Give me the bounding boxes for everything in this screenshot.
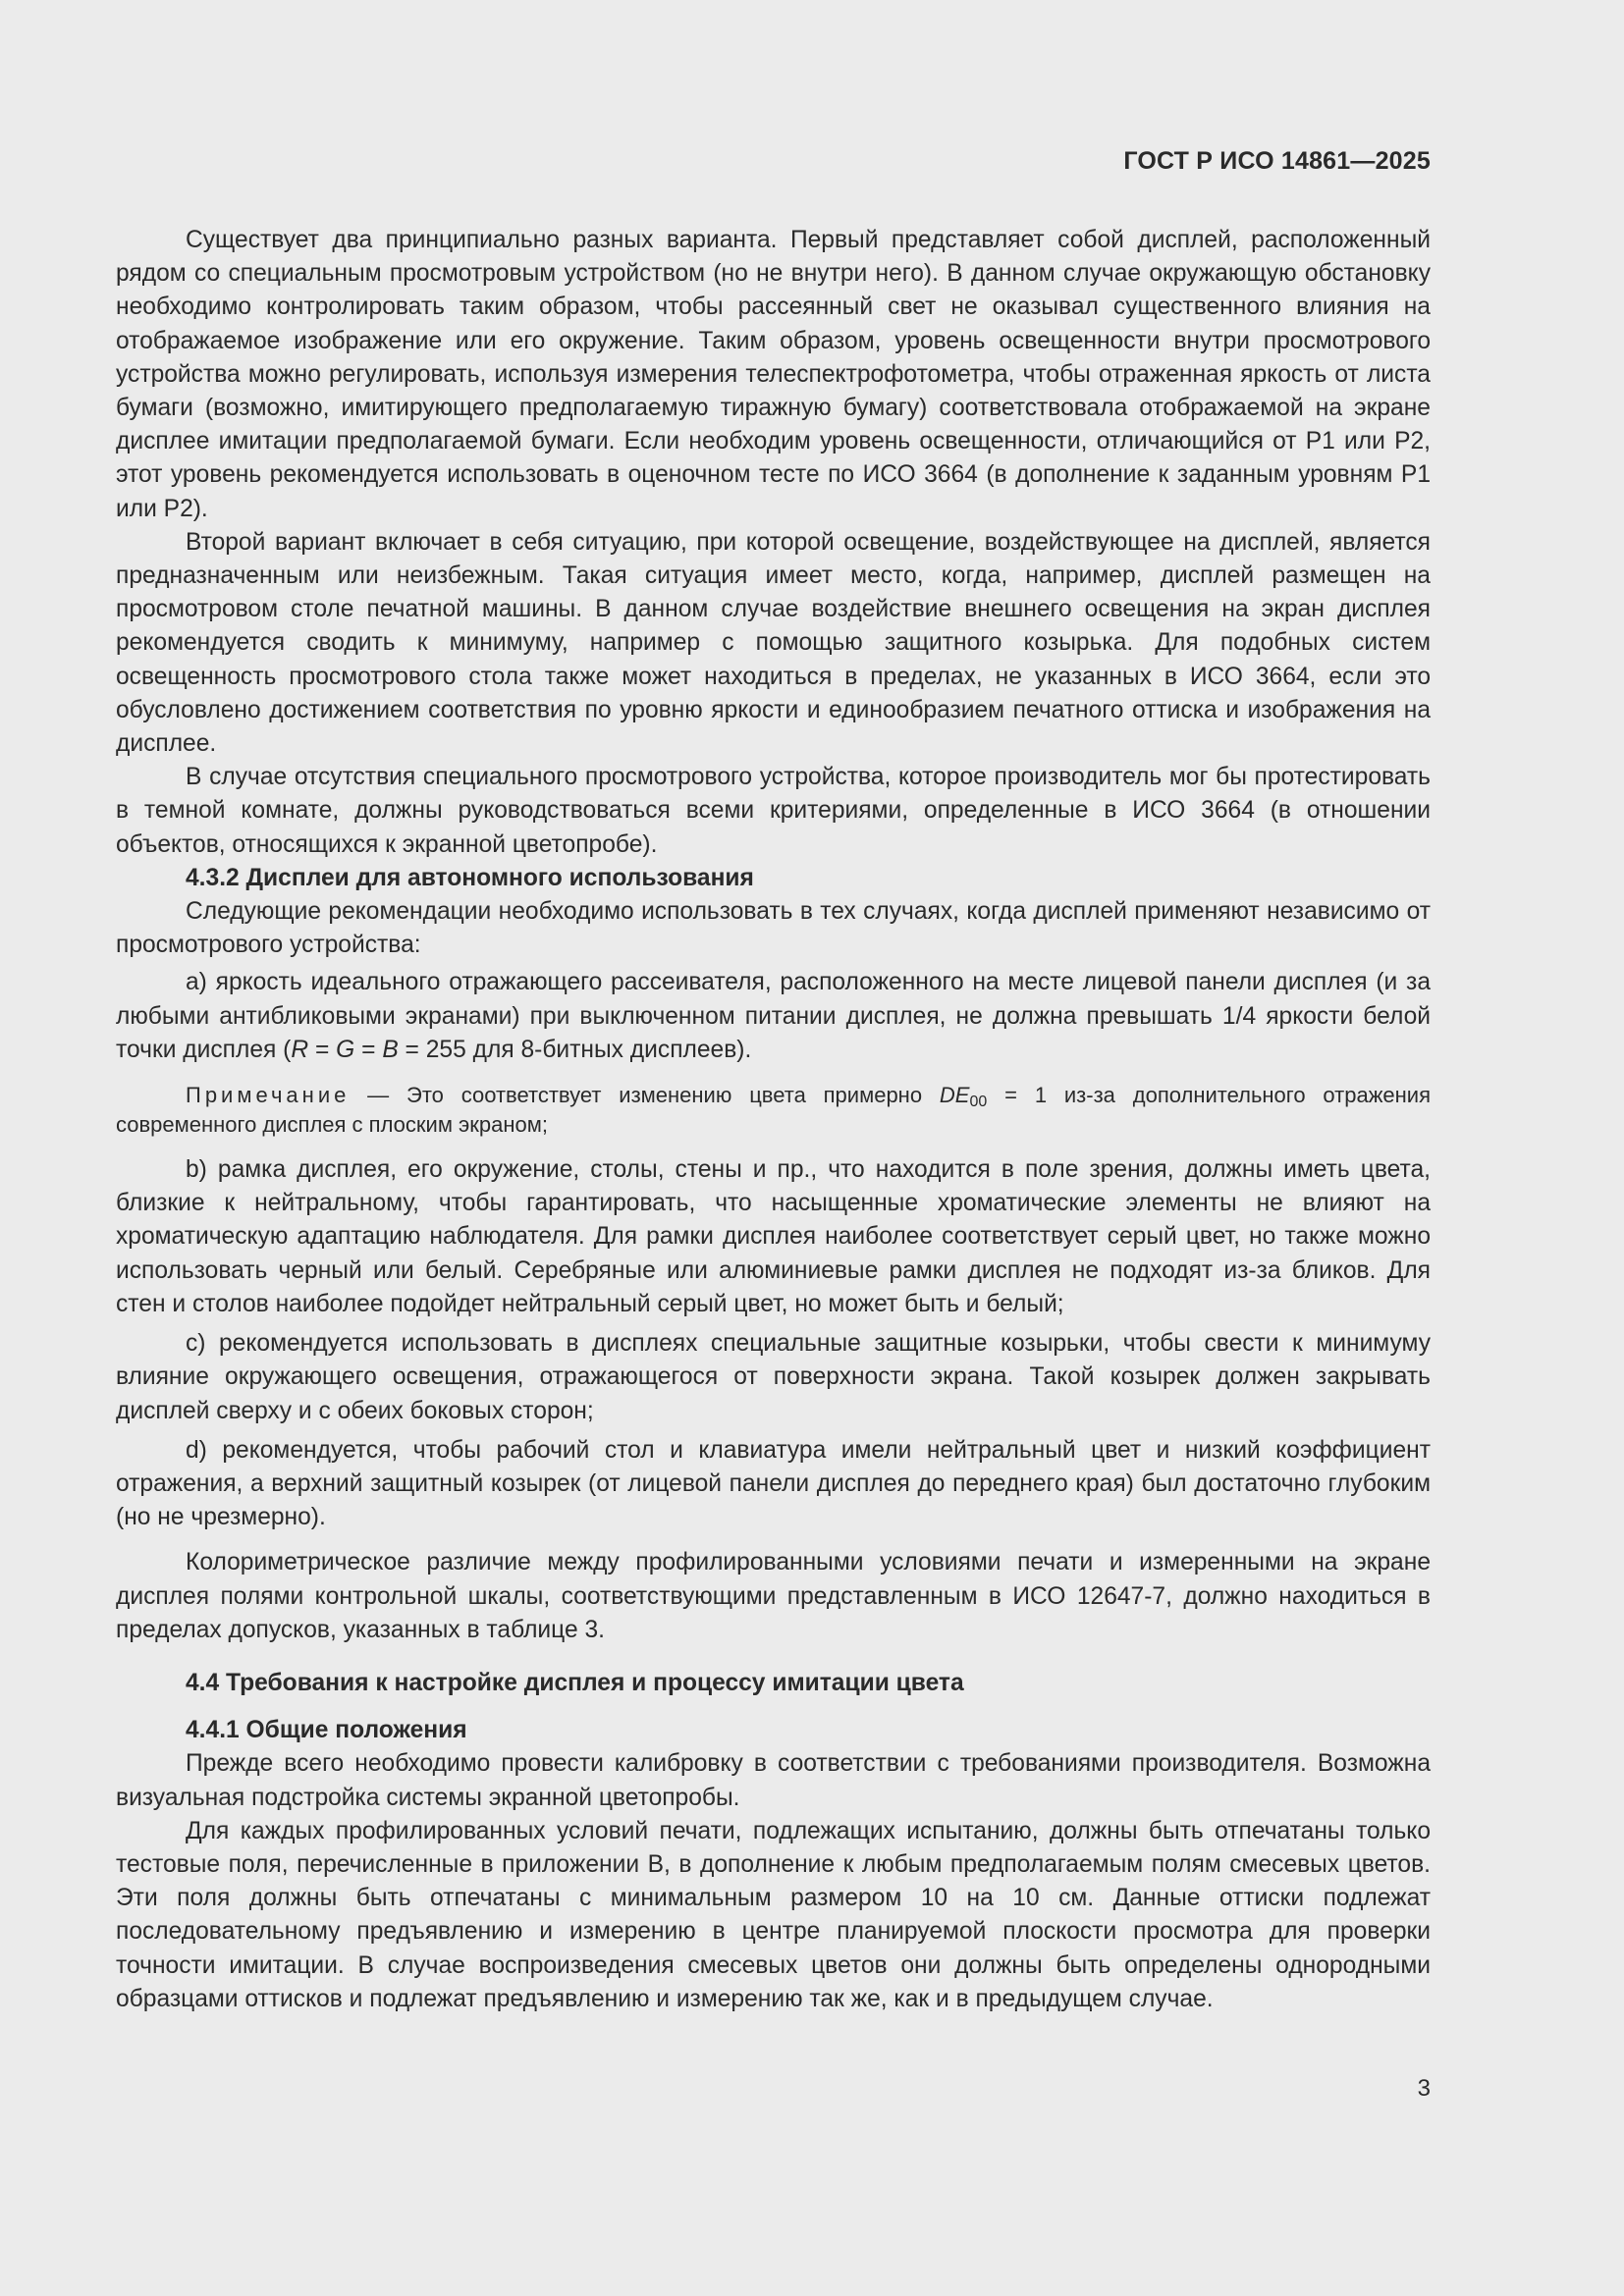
formula-b: B [382, 1036, 399, 1063]
formula-eq: = [308, 1036, 337, 1063]
paragraph: Колориметрическое различие между профилированными условиями печати и измеренными на экране дисплея полями контрольной шкалы, соответствующими представленным в ИСО 12647-7, должно находиться в пределах допусков, указанных в таблице 3. [116, 1549, 1431, 1643]
section-heading-4-3-2: 4.3.2 Дисплеи для автономного использования [186, 864, 754, 891]
list-item-d: d) рекомендуется, чтобы рабочий стол и клавиатура имели нейтральный цвет и низкий коэффициент отражения, а верхний защитный козырек (от лицевой панели дисплея до переднего края) был достаточно глубоким (но не чрезмерно). [116, 1436, 1431, 1531]
note-text: — Это соответствует изменению цвета примерно [350, 1083, 940, 1108]
list-item-c: c) рекомендуется использовать в дисплеях специальные защитные козырьки, чтобы свести к минимуму влияние окружающего освещения, отражающегося от поверхности экрана. Такой козырек должен закрывать дисплей сверху и с обеих боковых сторон; [116, 1330, 1431, 1424]
document-code-header: ГОСТ Р ИСО 14861—2025 [1123, 147, 1431, 175]
paragraph: Для каждых профилированных условий печати, подлежащих испытанию, должны быть отпечатаны только тестовые поля, перечисленные в приложении B, в дополнение к любым предполагаемым полям смесевых цветов. Эти поля должны быть отпечатаны с минимальным размером 10 на 10 см. Данные оттиски подлежат последовательному предъявлению и измерению в центре планируемой плоскости просмотра для проверки точности имитации. В случае воспроизведения смесевых цветов они должны быть определены однородными образцами оттисков и подлежат предъявлению и измерению так же, как и в предыдущем случае. [116, 1817, 1431, 2012]
paragraph: Прежде всего необходимо провести калибровку в соответствии с требованиями производителя. Возможна визуальная подстройка системы экранной цветопробы. [116, 1750, 1431, 1811]
section-heading-4-4-1: 4.4.1 Общие положения [186, 1717, 467, 1744]
note-symbol: DE [939, 1083, 970, 1108]
list-item-a-text: a) яркость идеального отражающего рассеивателя, расположенного на месте лицевой панели дисплея (и за любыми антибликовыми экранами) при выключенном питании дисплея, не должна превышать 1/4 яркости белой точки дисплея ( [116, 969, 1431, 1063]
note [116, 1081, 1431, 1140]
paragraph: В случае отсутствия специального просмотрового устройства, которое производитель мог бы протестировать в темной комнате, должны руководствоваться всеми критериями, определенные в ИСО 3664 (в отношении объектов, относящихся к экранной цветопробе). [116, 764, 1431, 858]
page-number: 3 [1417, 2075, 1431, 2102]
list-item-a [116, 966, 1431, 1067]
list-item-a-text-end: = 255 для 8-битных дисплеев). [398, 1036, 752, 1063]
note-text-end: = 1 из-за дополнительного отражения современного дисплея с плоским экраном; [116, 1083, 1432, 1138]
document-body [116, 224, 1431, 2016]
formula-g: G [336, 1036, 355, 1063]
list-item-b: b) рамка дисплея, его окружение, столы, стены и пр., что находится в поле зрения, должны иметь цвета, близкие к нейтральному, чтобы гарантировать, что насыщенные хроматические элементы не влияют на хроматическую адаптацию наблюдателя. Для рамки дисплея наиболее соответствует серый цвет, но также можно использовать черный или белый. Серебряные или алюминиевые рамки дисплея не подходят из-за бликов. Для стен и столов наиболее подойдет нейтральный серый цвет, но может быть и белый; [116, 1156, 1431, 1317]
section-heading-4-4: 4.4 Требования к настройке дисплея и процессу имитации цвета [186, 1669, 964, 1696]
formula-r: R [291, 1036, 309, 1063]
formula-eq: = [354, 1036, 383, 1063]
paragraph: Следующие рекомендации необходимо использовать в тех случаях, когда дисплей применяют независимо от просмотрового устройства: [116, 898, 1431, 959]
paragraph: Существует два принципиально разных варианта. Первый представляет собой дисплей, расположенный рядом со специальным просмотровым устройством (но не внутри него). В данном случае окружающую обстановку необходимо контролировать таким образом, чтобы рассеянный свет не оказывал существенного влияния на отображаемое изображение или его окружение. Таким образом, уровень освещенности внутри просмотрового устройства можно регулировать, используя измерения телеспектрофотометра, чтобы отраженная яркость от листа бумаги (возможно, имитирующего предполагаемую тиражную бумагу) соответствовала отображаемой на экране дисплее имитации предполагаемой бумаги. Если необходим уровень освещенности, отличающийся от P1 или P2, этот уровень рекомендуется использовать в оценочном тесте по ИСО 3664 (в дополнение к заданным уровням P1 или P2). [116, 227, 1431, 522]
note-subscript: 00 [969, 1094, 988, 1111]
paragraph: Второй вариант включает в себя ситуацию, при которой освещение, воздействующее на дисплей, является предназначенным или неизбежным. Такая ситуация имеет место, когда, например, дисплей размещен на просмотровом столе печатной машины. В данном случае воздействие внешнего освещения на экран дисплея рекомендуется сводить к минимуму, например с помощью защитного козырька. Для подобных систем освещенность просмотрового стола также может находиться в пределах, не указанных в ИСО 3664, если это обусловлено достижением соответствия по уровню яркости и единообразием печатного оттиска и изображения на дисплее. [116, 528, 1431, 758]
note-label: Примечание [186, 1083, 351, 1108]
